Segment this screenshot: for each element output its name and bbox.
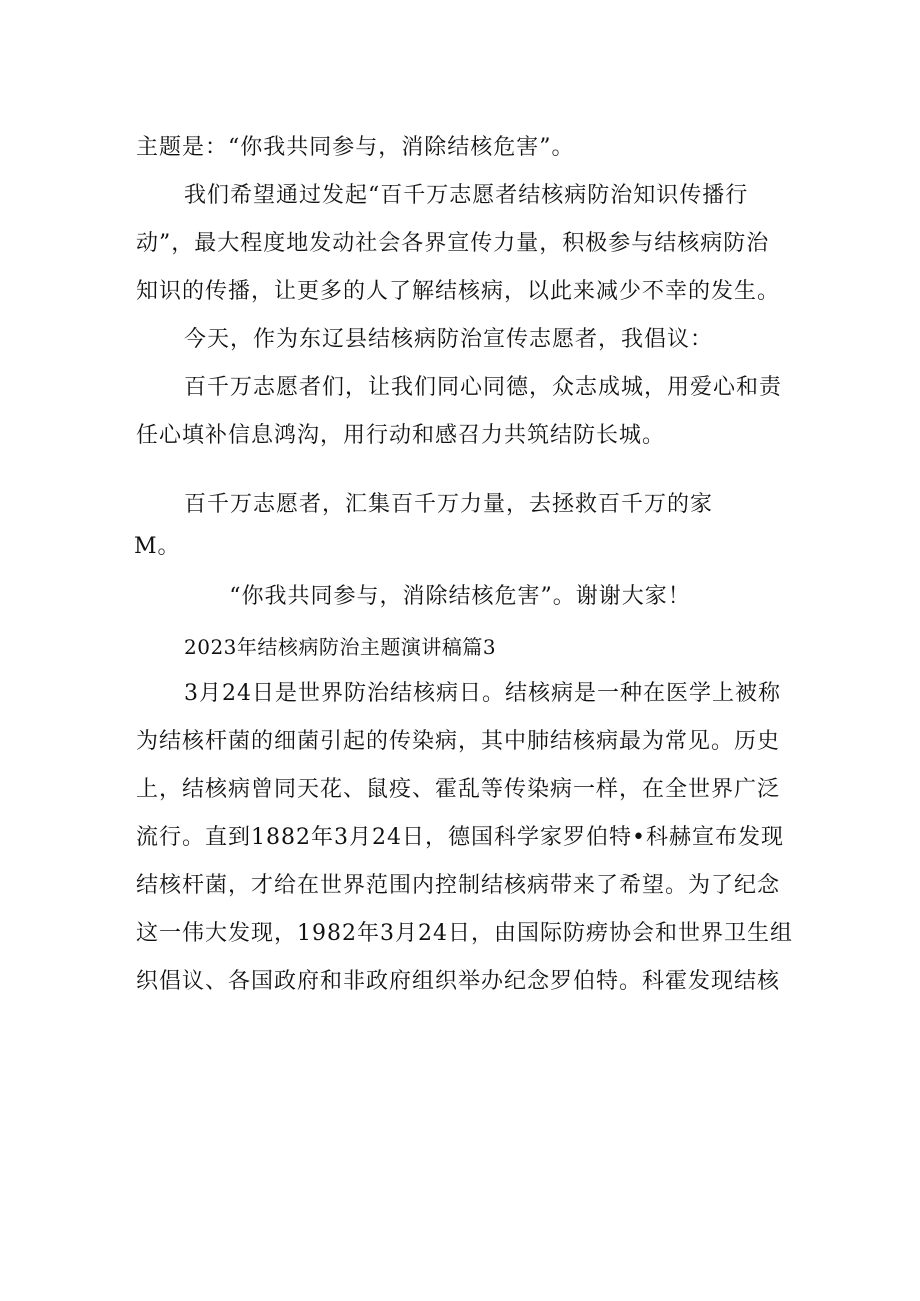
text-line: 流行。直到1882年3月24日，德国科学家罗伯特•科赫宣布发现 [136, 825, 784, 850]
text-line: 3月24日是世界防治结核病日。结核病是一种在医学上被称 [184, 681, 781, 706]
text-line: 任心填补信息鸿沟，用行动和感召力共筑结防长城。 [136, 423, 666, 448]
text-line: 主题是：“你我共同参与，消除结核危害”。 [136, 135, 575, 160]
text-line: 上，结核病曾同天花、鼠疫、霍乱等传染病一样，在全世界广泛 [136, 777, 781, 802]
text-line: 知识的传播，让更多的人了解结核病，以此来减少不幸的发生。 [136, 279, 781, 304]
text-line: M。 [134, 534, 181, 559]
section-heading: 2023年结核病防治主题演讲稿篇3 [184, 635, 497, 659]
text-line: 百千万志愿者们，让我们同心同德，众志成城，用爱心和责 [184, 375, 783, 400]
text-line: 我们希望通过发起“百千万志愿者结核病防治知识传播行 [184, 183, 749, 208]
text-line: “你我共同参与，消除结核危害”。谢谢大家！ [229, 584, 691, 609]
text-line: 动”，最大程度地发动社会各界宣传力量，积极参与结核病防治 [136, 231, 770, 256]
text-line: 百千万志愿者，汇集百千万力量，去拯救百千万的家 [184, 492, 714, 517]
text-line: 结核杆菌，才给在世界范围内控制结核病带来了希望。为了纪念 [136, 873, 781, 898]
text-line: 织倡议、各国政府和非政府组织举办纪念罗伯特。科霍发现结核 [136, 969, 781, 994]
text-line: 为结核杆菌的细菌引起的传染病，其中肺结核病最为常见。历史 [136, 729, 781, 754]
text-line: 这一伟大发现，1982年3月24日，由国际防痨协会和世界卫生组 [136, 921, 793, 946]
text-line: 今天，作为东辽县结核病防治宣传志愿者，我倡议： [184, 327, 714, 352]
